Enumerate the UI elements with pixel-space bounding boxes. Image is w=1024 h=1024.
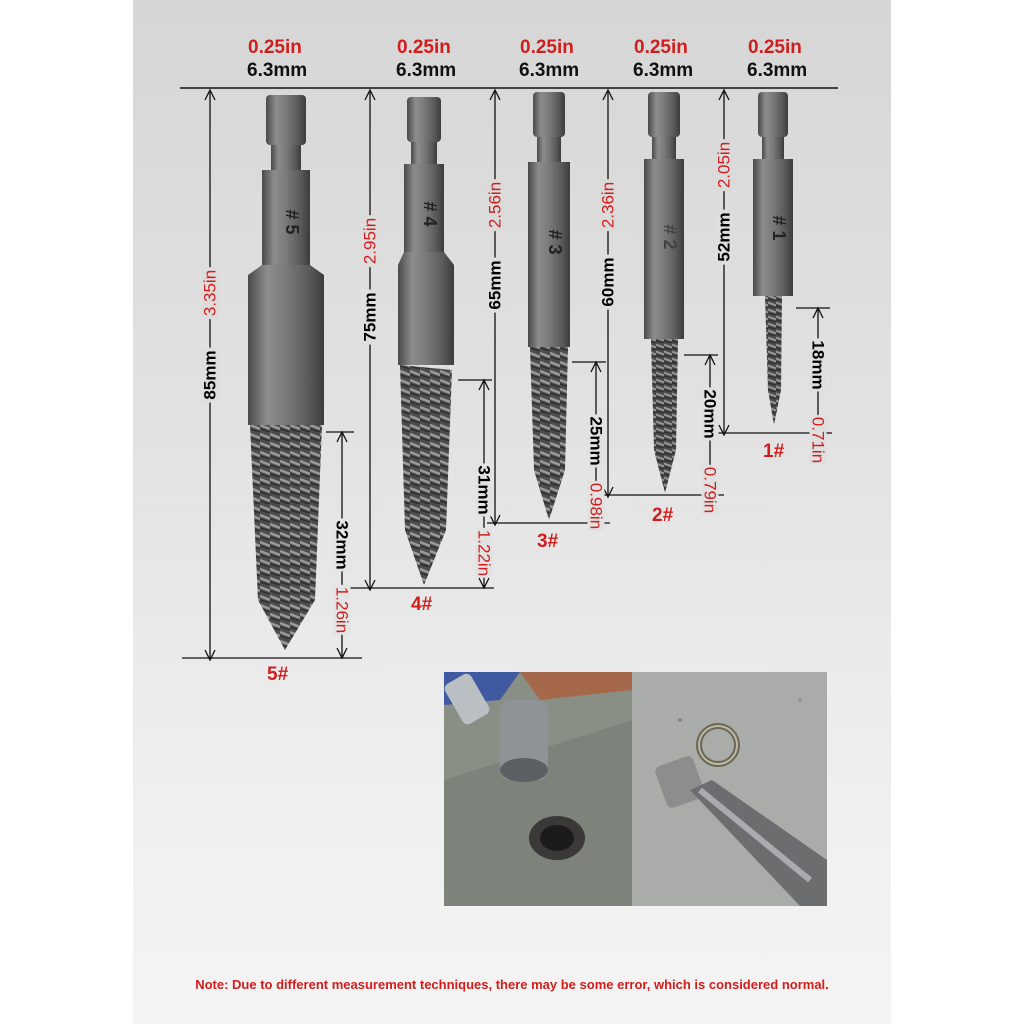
usage-photo-right bbox=[632, 672, 827, 906]
bit-5 bbox=[248, 95, 324, 650]
bit-5-thread-in bbox=[334, 585, 351, 635]
bit-1 bbox=[753, 92, 793, 425]
svg-text:# 1: # 1 bbox=[769, 215, 789, 241]
bit-4-thread-in-text: 1.22in bbox=[474, 529, 494, 577]
bit-3 bbox=[528, 92, 570, 520]
bit-2-length-in: 2.36in bbox=[600, 179, 617, 231]
bit-1-length-in: 2.05in bbox=[716, 139, 733, 191]
svg-text:# 3: # 3 bbox=[545, 229, 565, 255]
bit-1-width-in: 0.25in bbox=[748, 37, 802, 58]
bit-2-length-mm: 60mm bbox=[600, 254, 617, 309]
bit-4-thread-in bbox=[476, 528, 493, 578]
usage-photo-left bbox=[443, 672, 632, 906]
bit-2-number: 2# bbox=[652, 505, 674, 526]
bit-1-thread-in-text: 0.71in bbox=[808, 416, 828, 464]
bit-1-number: 1# bbox=[763, 441, 785, 462]
bit-2-thread-mm: 20mm bbox=[700, 389, 720, 439]
bit-3-width-mm: 6.3mm bbox=[519, 60, 580, 81]
bit-5-width-mm: 6.3mm bbox=[247, 60, 308, 81]
bit-4-length-in: 2.95in bbox=[362, 215, 379, 267]
bit-5-width-in: 0.25in bbox=[248, 37, 302, 58]
bit-5-thread-mm: 32mm bbox=[332, 520, 352, 570]
bit-4 bbox=[398, 97, 454, 585]
bit-2-thread-in bbox=[702, 465, 719, 515]
bit-5-number: 5# bbox=[267, 664, 289, 685]
bit-3-width-in: 0.25in bbox=[520, 37, 574, 58]
svg-text:# 2: # 2 bbox=[660, 224, 680, 250]
bit-1-thread-mm: 18mm bbox=[808, 340, 828, 390]
bit-1-thread-in bbox=[810, 415, 827, 465]
bit-5-length-mm: 85mm bbox=[202, 347, 219, 402]
bit-3-thread-mm: 25mm bbox=[586, 416, 606, 466]
bit-3-length-in: 2.56in bbox=[487, 179, 504, 231]
measurement-note: Note: Due to different measurement techniques, there may be some error, which is considered normal. bbox=[195, 977, 829, 992]
svg-text:# 5: # 5 bbox=[282, 209, 302, 235]
bit-2 bbox=[644, 92, 684, 493]
bit-5-length-in: 3.35in bbox=[202, 267, 219, 319]
bit-3-thread-in-text: 0.98in bbox=[586, 482, 606, 530]
bit-4-thread-mm: 31mm bbox=[474, 465, 494, 515]
svg-text:# 4: # 4 bbox=[420, 201, 440, 227]
bit-1-length-mm: 52mm bbox=[716, 209, 733, 264]
bit-4-width-mm: 6.3mm bbox=[396, 60, 457, 81]
bit-3-thread-in bbox=[588, 481, 605, 531]
bit-5-thread-in-text: 1.26in bbox=[332, 586, 352, 634]
bit-3-number: 3# bbox=[537, 531, 559, 552]
bit-1-width-mm: 6.3mm bbox=[747, 60, 808, 81]
bit-3-length-mm: 65mm bbox=[487, 257, 504, 312]
bit-2-width-in: 0.25in bbox=[634, 37, 688, 58]
bit-4-width-in: 0.25in bbox=[397, 37, 451, 58]
bit-4-length-mm: 75mm bbox=[362, 289, 379, 344]
bit-2-width-mm: 6.3mm bbox=[633, 60, 694, 81]
bit-2-thread-in-text: 0.79in bbox=[700, 466, 720, 514]
bit-4-number: 4# bbox=[411, 594, 433, 615]
